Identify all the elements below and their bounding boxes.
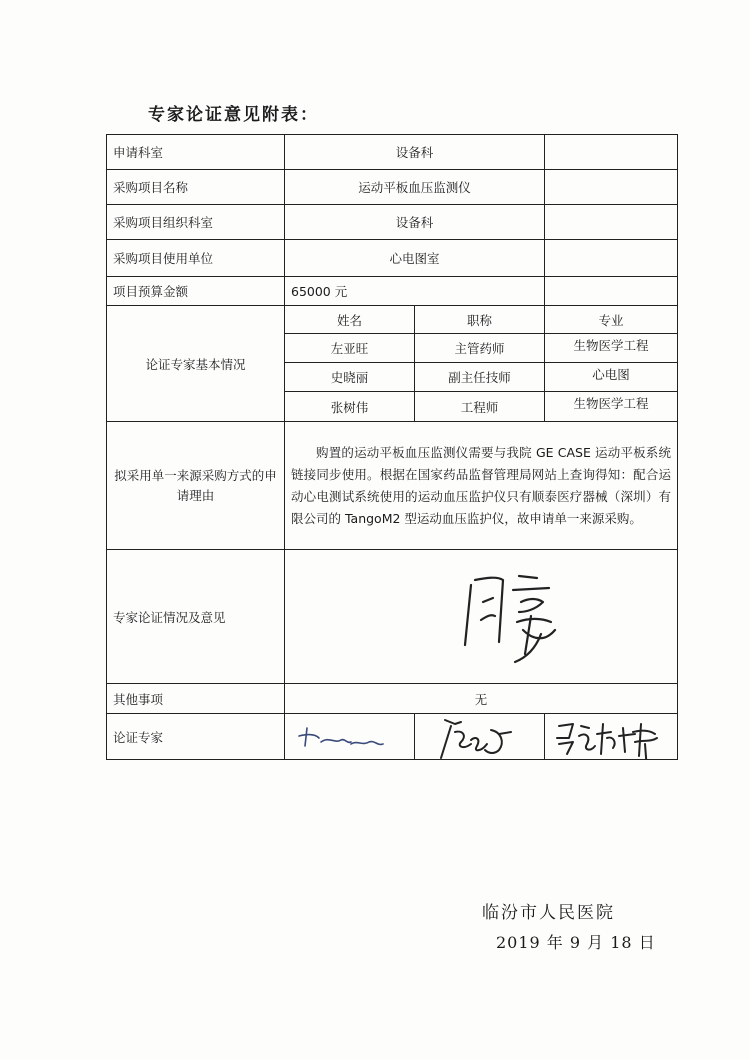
project-label: 采购项目名称 (107, 170, 285, 205)
other-label: 其他事项 (107, 684, 285, 714)
header-title: 职称 (415, 306, 545, 334)
expert-name: 左亚旺 (285, 334, 415, 363)
expert-title: 主管药师 (415, 334, 545, 363)
footer-hospital: 临汾市人民医院 (482, 903, 615, 923)
signature-zuo (285, 714, 415, 760)
user-value: 心电图室 (285, 240, 545, 277)
user-label: 采购项目使用单位 (107, 240, 285, 277)
empty-cell (545, 135, 678, 170)
org-value: 设备科 (285, 205, 545, 240)
expert-major: 心电图 (545, 363, 678, 392)
row-org (107, 205, 678, 240)
page-title: 专家论证意见附表： (148, 105, 319, 125)
experts-label: 论证专家基本情况 (107, 306, 285, 422)
row-project (107, 170, 678, 205)
expert-name: 张树伟 (285, 392, 415, 422)
signature-zhang (545, 714, 678, 760)
expert-major: 生物医学工程 (545, 392, 678, 422)
budget-value: 65000 元 (285, 277, 545, 306)
signature-shi (415, 714, 545, 760)
empty-cell (545, 240, 678, 277)
row-other (107, 684, 678, 714)
signature-cell (545, 714, 678, 760)
empty-cell (545, 205, 678, 240)
footer-date: 2019 年 9 月 18 日 (496, 933, 656, 952)
empty-cell (545, 277, 678, 306)
other-value: 无 (285, 684, 678, 714)
dept-label: 申请科室 (107, 135, 285, 170)
row-user (107, 240, 678, 277)
opinion-signature (285, 550, 675, 684)
signature-cell (285, 714, 415, 760)
signature-cell (415, 714, 545, 760)
empty-cell (545, 170, 678, 205)
project-value: 运动平板血压监测仪 (285, 170, 545, 205)
expert-name: 史晓丽 (285, 363, 415, 392)
expert-title: 副主任技师 (415, 363, 545, 392)
expert-header-row (107, 306, 678, 334)
budget-label: 项目预算金额 (107, 277, 285, 306)
dept-value: 设备科 (285, 135, 545, 170)
row-dept (107, 135, 678, 170)
org-label: 采购项目组织科室 (107, 205, 285, 240)
reason-text: 购置的运动平板血压监测仪需要与我院 GE CASE 运动平板系统链接同步使用。根据在国家药品监督管理局网站上查询得知：配合运动心电测试系统使用的运动血压监护仪只有顺泰医疗器械（深圳）有限公司的 TangoM2 型运动血压监护仪，故申请单一来源采购。 (285, 422, 678, 550)
expert-major: 生物医学工程 (545, 334, 678, 363)
row-reason (107, 422, 678, 550)
signers-label: 论证专家 (107, 714, 285, 760)
expert-title: 工程师 (415, 392, 545, 422)
opinion-signature-cell (285, 550, 678, 684)
header-name: 姓名 (285, 306, 415, 334)
reason-label: 拟采用单一来源采购方式的申请理由 (107, 422, 285, 550)
row-budget (107, 277, 678, 306)
expert-opinion-table (106, 134, 678, 760)
header-major: 专业 (545, 306, 678, 334)
row-signers (107, 714, 678, 760)
opinion-label: 专家论证情况及意见 (107, 550, 285, 684)
row-opinion (107, 550, 678, 684)
